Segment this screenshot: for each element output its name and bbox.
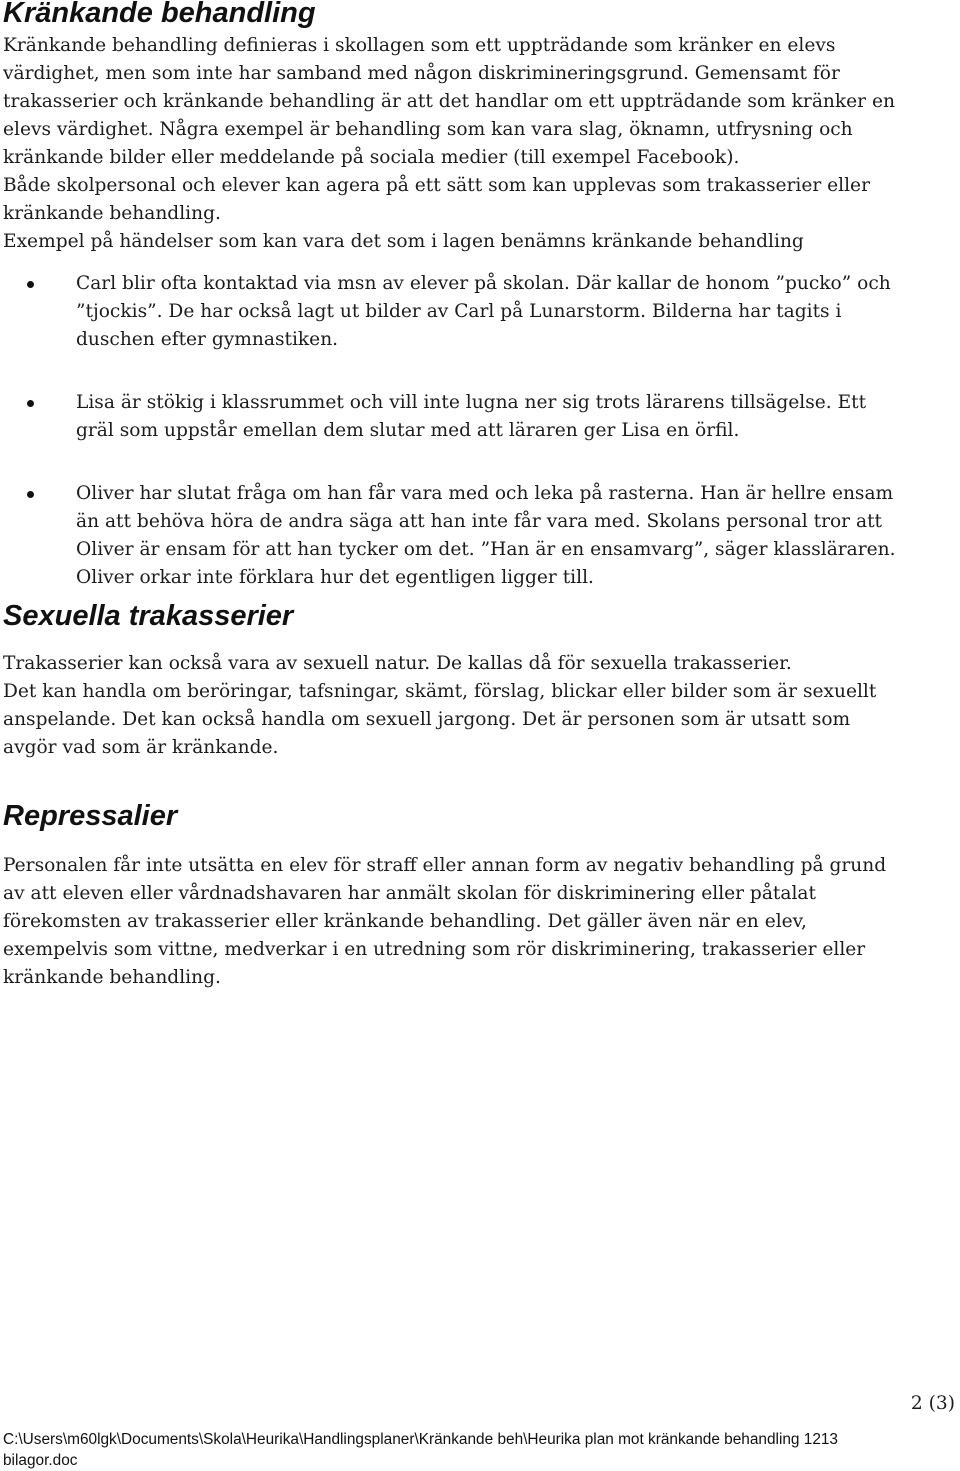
bullet-icon xyxy=(27,491,34,498)
paragraph-sexual-examples: Det kan handla om beröringar, tafsningar, skämt, förslag, blickar eller bilder som är sexuellt anspelande. Det kan också handla om sexuell jargong. Det är personen som är utsatt som avgör vad som är kränkande. xyxy=(3,681,877,758)
paragraph-examples-intro: Exempel på händelser som kan vara det som i lagen benämns kränkande behandling xyxy=(3,231,804,252)
paragraph-repressalier: Personalen får inte utsätta en elev för straff eller annan form av negativ behandling på grund av att eleven eller vårdnadshavaren har anmält skolan för diskriminering eller påtalat förekomsten av trakasserier eller kränkande behandling. Det gäller även när en elev, exempelvis som vittne, medverkar i en utredning som rör diskriminering, trakasserier eller kränkande behandling. xyxy=(3,855,887,988)
bullet-icon xyxy=(27,400,34,407)
section-heading-repressalier: Repressalier xyxy=(3,800,178,832)
bullet-icon xyxy=(27,281,34,288)
paragraph-staff-students: Både skolpersonal och elever kan agera på ett sätt som kan upplevas som trakasserier eller kränkande behandling. xyxy=(3,175,870,224)
section-heading-sexuella: Sexuella trakasserier xyxy=(3,600,294,632)
list-item xyxy=(0,480,906,592)
example-text: Lisa är stökig i klassrummet och vill inte lugna ner sig trots lärarens tillsägelse. Ett gräl som uppstår emellan dem slutar med att läraren ger Lisa en örfil. xyxy=(76,392,867,441)
examples-list xyxy=(0,270,940,627)
page-number: 2 (3) xyxy=(910,1393,955,1414)
section-heading-krankande: Kränkande behandling xyxy=(3,0,316,29)
list-item xyxy=(0,389,906,445)
paragraph-sexual-nature: Trakasserier kan också vara av sexuell natur. De kallas då för sexuella trakasserier. xyxy=(3,653,792,674)
footer-file-path: C:\Users\m60lgk\Documents\Skola\Heurika\Handlingsplaner\Kränkande beh\Heurika plan mot kränkande behandling 1213 bilagor.doc xyxy=(3,1431,838,1469)
intro-paragraph: Kränkande behandling definieras i skollagen som ett uppträdande som kränker en elevs värdighet, men som inte har samband med någon diskrimineringsgrund. Gemensamt för trakasserier och kränkande behandling är att det handlar om ett uppträdande som kränker en elevs värdighet. Några exempel är behandling som kan vara slag, öknamn, utfrysning och kränkande bilder eller meddelande på sociala medier (till exempel Facebook). xyxy=(3,35,895,168)
example-text: Oliver har slutat fråga om han får vara med och leka på rasterna. Han är hellre ensam än att behöva höra de andra säga att han inte får vara med. Skolans personal tror att Oliver är ensam för att han tycker om det. ”Han är en ensamvarg”, säger klassläraren. Oliver orkar inte förklara hur det egentligen ligger till. xyxy=(76,483,896,588)
list-item xyxy=(0,270,906,354)
example-text: Carl blir ofta kontaktad via msn av elever på skolan. Där kallar de honom ”pucko” och ”tjockis”. De har också lagt ut bilder av Carl på Lunarstorm. Bilderna har tagits i duschen efter gymnastiken. xyxy=(76,273,891,350)
